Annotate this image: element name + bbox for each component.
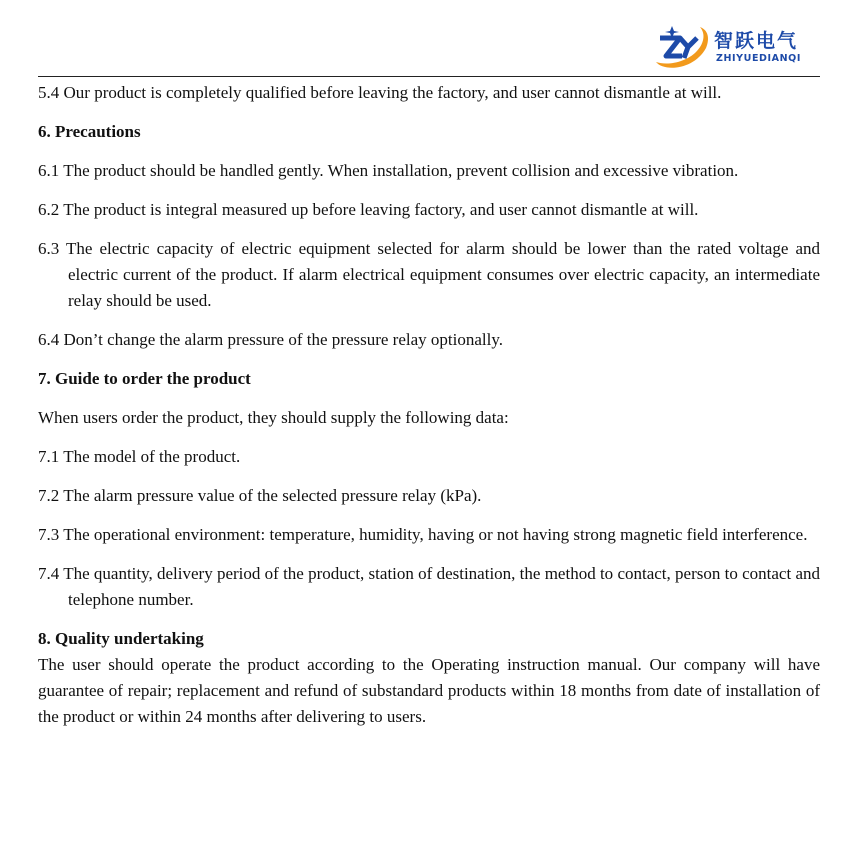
- paragraph-6-4: 6.4 Don’t change the alarm pressure of the pressure relay optionally.: [38, 330, 503, 349]
- company-logo: [650, 20, 820, 74]
- paragraph-8: The user should operate the product according to the Operating instruction manual. Our company will have guarantee of repair; replacement and refund of substandard products within 18 months from date of installation of the product or within 24 months after delivering to users.: [38, 655, 820, 726]
- paragraph-7-2: 7.2 The alarm pressure value of the selected pressure relay (kPa).: [38, 486, 482, 505]
- paragraph-6-1: 6.1 The product should be handled gently. When installation, prevent collision and excessive vibration.: [38, 161, 739, 180]
- logo-english-text: ZHIYUEDIANQI: [716, 53, 801, 64]
- zy-logo-icon: [650, 22, 712, 72]
- logo-chinese-text: 智跃电气: [714, 30, 799, 52]
- paragraph-7-3: 7.3 The operational environment: temperature, humidity, having or not having strong magnetic field interference.: [38, 525, 808, 544]
- page-header: [38, 18, 820, 77]
- paragraph-order-intro: When users order the product, they should supply the following data:: [38, 408, 509, 427]
- document-body: [38, 80, 820, 730]
- paragraph-5-4: 5.4 Our product is completely qualified before leaving the factory, and user cannot dismantle at will.: [38, 83, 722, 102]
- paragraph-6-2: 6.2 The product is integral measured up before leaving factory, and user cannot dismantle at will.: [38, 200, 699, 219]
- heading-order-guide: 7. Guide to order the product: [38, 369, 251, 388]
- heading-precautions: 6. Precautions: [38, 122, 141, 141]
- paragraph-7-4: 7.4 The quantity, delivery period of the product, station of destination, the method to contact, person to contact and telephone number.: [38, 564, 820, 609]
- heading-quality-undertaking: 8. Quality undertaking: [38, 629, 204, 648]
- paragraph-7-1: 7.1 The model of the product.: [38, 447, 241, 466]
- paragraph-6-3: 6.3 The electric capacity of electric equipment selected for alarm should be lower than the rated voltage and electric current of the product. If alarm electrical equipment consumes over electric capacity, an intermediate relay should be used.: [38, 239, 820, 310]
